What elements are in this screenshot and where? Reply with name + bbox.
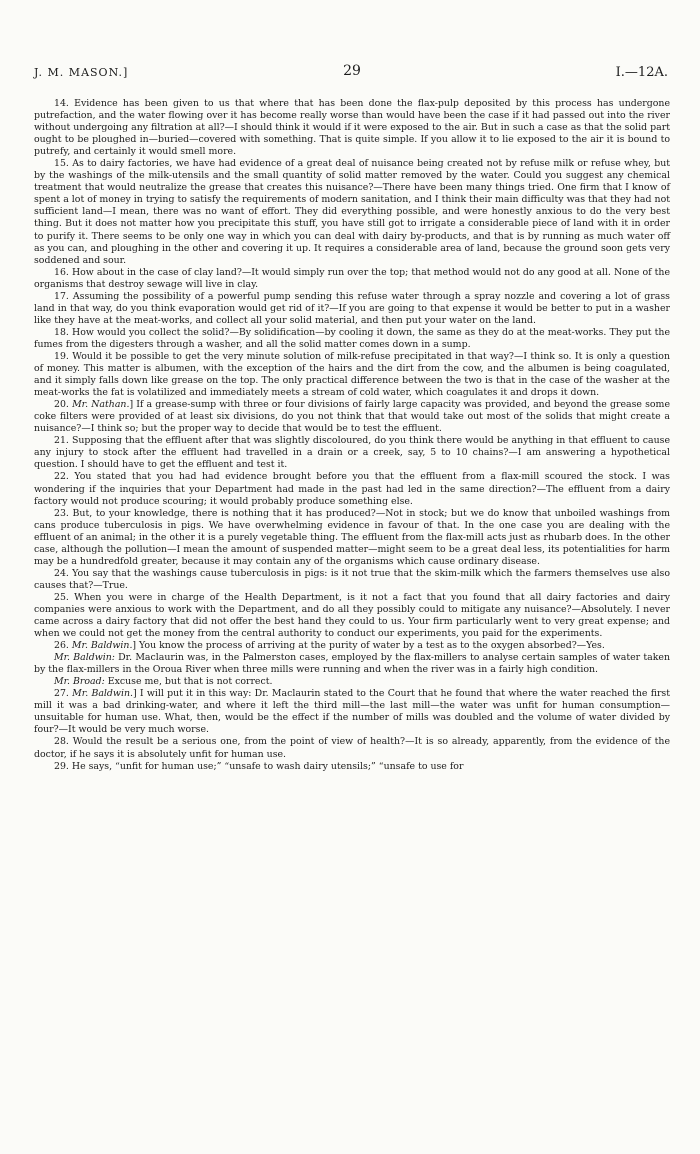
paragraph-text: ] You know the process of arriving at the purity of water by a test as to the oxygen absorbed?—Yes. xyxy=(132,640,605,652)
paragraph-text: ] I will put it in this way: Dr. Maclaurin stated to the Court that he found that where the water reached the first mill it was a bad drinking-water, and where it left the third mill—the last mill—the water was unfit for human consumption—unsuitable for human use. What, then, would be the effect if the number of mills was doubled and the volume of water divided by four?—It would be very much worse. xyxy=(34,688,671,736)
paragraph-text: Excuse me, but that is not correct. xyxy=(104,676,273,688)
paragraph-14: 14. Evidence has been given to us that where that has been done the flax-pulp deposited by this process has undergone putrefaction, and the water flowing over it has become really worse than would have been the case if it had passed out into the river without undergoing any filtration at all?—I should think it would if it were exposed to the air. But in such a case as that the solid part ought to be ploughed in—buried—covered with something. That is quite simple. If you allow it to lie exposed to the air it is bound to putrefy, and certainly it would smell more. xyxy=(34,98,670,158)
speaker-name: Mr. Baldwin. xyxy=(71,640,133,652)
paragraph-29: 29. He says, “unfit for human use;” “unsafe to wash dairy utensils;” “unsafe to use for xyxy=(54,760,464,772)
paragraph-20 xyxy=(34,399,670,435)
paragraph-17: 17. Assuming the possibility of a powerful pump sending this refuse water through a spray nozzle and covering a lot of grass land in that way, do you think evaporation would get rid of it?—If you are going to that expense it would be better to put in a washer like they have at the meat-works, and collect all your solid material, and then put your water on the land. xyxy=(34,290,670,326)
paragraph-16: 16. How about in the case of clay land?—It would simply run over the top; that method would not do any good at all. None of the organisms that destroy sewage will live in clay. xyxy=(34,266,670,290)
paragraph-prefix: 20. xyxy=(54,399,73,411)
statement-broad xyxy=(34,676,670,688)
speaker-name: Mr. Broad: xyxy=(54,676,105,688)
page-header xyxy=(34,63,670,82)
paragraph-23: 23. But, to your knowledge, there is nothing that it has produced?—Not in stock; but we do know that unboiled washings from cans produce tuberculosis in pigs. We have overwhelming evidence in favour of that. In the one case you are dealing with the effluent of an animal; in the other it is a purely vegetable thing. The effluent from the flax-mill acts just as rhubarb does. In the other case, although the pollution—I mean the amount of suspended matter—might seem to be a great deal less, its potentialities for harm may be a hundredfold greater, because it may contain any of the organisms which cause ordinary disease. xyxy=(34,507,670,567)
paragraph-prefix: 26. xyxy=(54,640,72,652)
page-body xyxy=(34,98,670,773)
paragraph-25: 25. When you were in charge of the Health Department, is it not a fact that you found that all dairy factories and dairy companies were anxious to work with the Department, and do all they possibly could to mitigate any nuisance?—Absolutely. I never came across a dairy factory that did not offer the best hand they could to us. Your firm particularly went to very great expense; and when we could not get the money from the central authority to conduct our experiments, you paid for the experiments. xyxy=(34,591,670,640)
header-witness-name: J. M. MASON.] xyxy=(34,66,129,79)
paragraph-19: 19. Would it be possible to get the very minute solution of milk-refuse precipitated in that way?—I think so. It is only a question of money. This matter is albumen, with the exception of the hairs and the dirt from the cow, and the albumen is being coagulated, and it simply falls down like grease on the top. The only practical difference between the two is that in the case of the washer at the meat-works the fat is volatilized and immediately meets a stream of cold water, which coagulates it and drops it down. xyxy=(34,350,670,399)
paragraph-21: 21. Supposing that the effluent after that was slightly discoloured, do you think there would be anything in that effluent to cause any injury to stock after the effluent had travelled in a drain or a creek, say, 5 to 10 chains?—I am answering a hypothetical question. I should have to get the effluent and test it. xyxy=(34,435,670,471)
paragraph-text: Dr. Maclaurin was, in the Palmerston cases, employed by the flax-millers to analyse certain samples of water taken by the flax-millers in the Oroua River when three mills were running and when the river was in a fairly high condition. xyxy=(34,652,670,676)
paragraph-26 xyxy=(34,640,670,652)
paragraph-15: 15. As to dairy factories, we have had evidence of a great deal of nuisance being created not by refuse milk or refuse whey, but by the washings of the milk-utensils and the small quantity of solid matter removed by the water. Could you suggest any chemical treatment that would neutralize the grease that creates this nuisance?—There have been many things tried. One firm that I know of spent a lot of money in trying to satisfy the requirements of modern sanitation, and I think their main difficulty was that they had not sufficient land—I mean, there was no want of effort. They did everything possible, and were honestly anxious to do the very best thing. But it does not matter how you precipitate this stuff, you have still got to irrigate a considerable piece of land with it in order to purify it. There seems to be only one way in which you can deal with dairy by-products, and that is by running as much water off as you can, and ploughing in the other and covering it up. It requires a considerable area of land, because the ground soon gets very soddened and sour. xyxy=(34,158,670,266)
paragraph-text: ] If a grease-sump with three or four divisions of fairly large capacity was provided, and beyond the grease some coke filters were provided of at least six divisions, do you not think that that would take out most of the solids that might create a nuisance?—I think so; but the proper way to decide that would be to test the effluent. xyxy=(34,399,671,435)
speaker-name: Mr. Baldwin. xyxy=(72,688,133,700)
paragraph-prefix: 27. xyxy=(54,688,73,700)
page-number: 29 xyxy=(343,63,361,79)
statement-baldwin xyxy=(34,652,670,676)
paper-reference: I.—12A. xyxy=(615,65,668,80)
speaker-name: Mr. Nathan. xyxy=(72,399,130,411)
paragraph-24: 24. You say that the washings cause tuberculosis in pigs: is it not true that the skim-milk which the farmers themselves use also causes that?—True. xyxy=(34,567,670,591)
paragraph-18: 18. How would you collect the solid?—By solidification—by cooling it down, the same as they do at the meat-works. They put the fumes from the digesters through a washer, and all the solid matter comes down in a sump. xyxy=(34,326,670,350)
speaker-name: Mr. Baldwin: xyxy=(54,652,115,664)
paragraph-22: 22. You stated that you had had evidence brought before you that the effluent from a flax-mill scoured the stock. I was wondering if the inquiries that your Department had made in the past had led in the same direction?—The effluent from a dairy factory would not produce scouring; it would probably produce something else. xyxy=(34,471,670,507)
paragraph-27 xyxy=(34,688,670,736)
paragraph-28: 28. Would the result be a serious one, from the point of view of health?—It is so already, apparently, from the evidence of the doctor, if he says it is absolutely unfit for human use. xyxy=(34,736,670,760)
